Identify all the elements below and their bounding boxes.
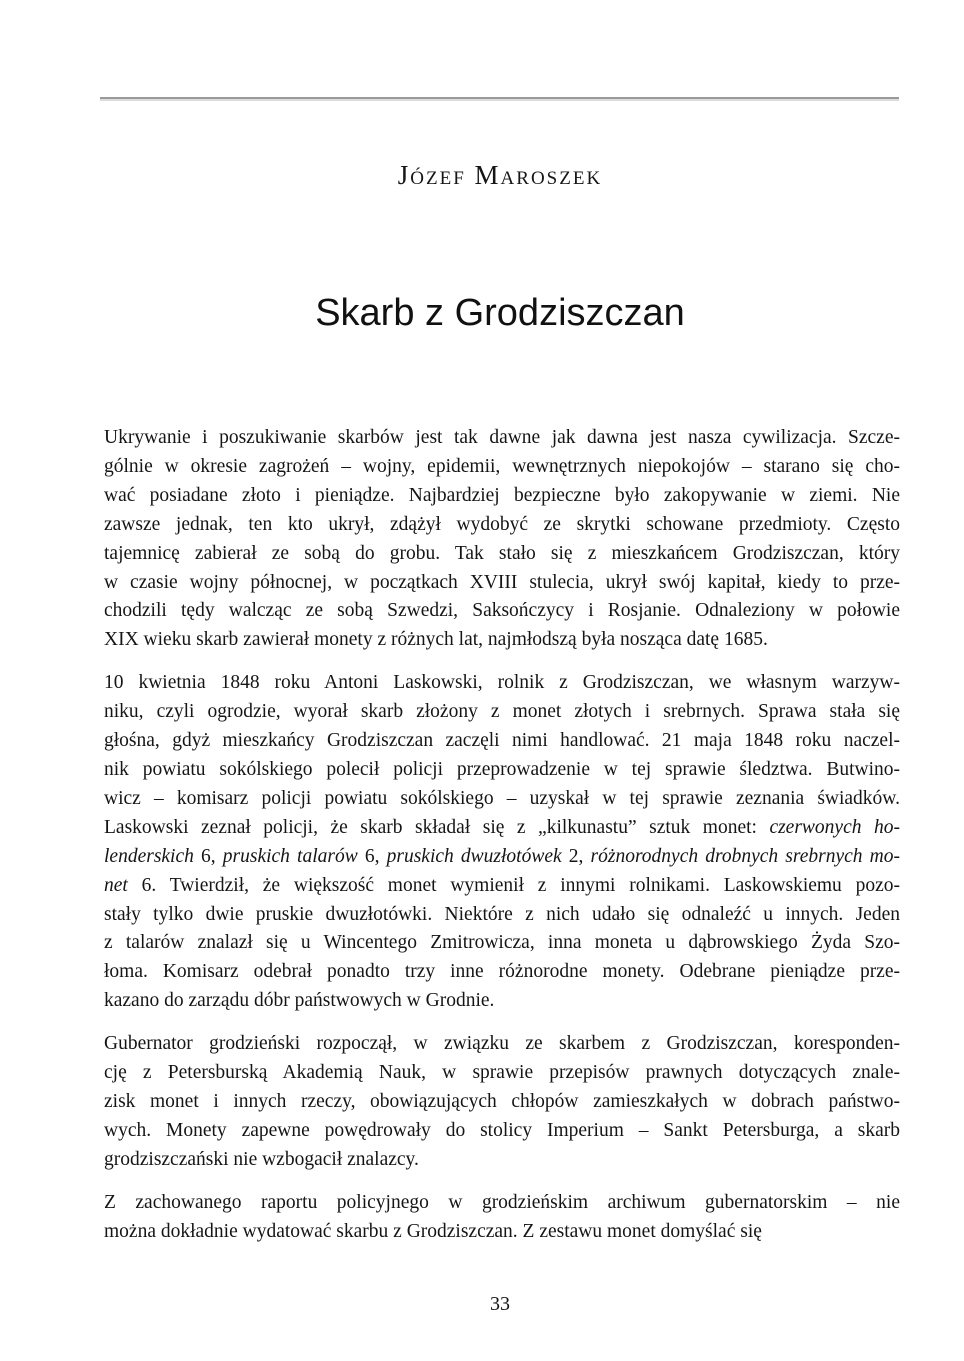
- text-line: [104, 1146, 900, 1175]
- text-run: gólnie w okresie zagrożeń – wojny, epidemii, wewnętrznych niepokojów – starano się cho-: [104, 455, 900, 477]
- text-run: tajemnicę zabierał ze sobą do grobu. Tak stało się z mieszkańcem Grodziszczan, który: [104, 542, 900, 564]
- italic-text-run: różnorodnych drobnych srebrnych mo-: [590, 845, 900, 867]
- text-line: [104, 756, 900, 785]
- text-run: cję z Petersburską Akademią Nauk, w sprawie przepisów prawnych dotyczących znale-: [104, 1062, 900, 1084]
- text-line: [104, 1218, 900, 1247]
- paragraph: [104, 1189, 900, 1247]
- text-line: [104, 597, 900, 626]
- text-line: [104, 843, 900, 872]
- text-run: Laskowski zeznał policji, że skarb składał się z „kilkunastu” sztuk monet:: [104, 816, 770, 838]
- text-line: [104, 1117, 900, 1146]
- paragraph: [104, 669, 900, 1016]
- text-line: [104, 626, 900, 655]
- italic-text-run: net: [104, 874, 128, 896]
- author-name: Józef Maroszek: [397, 160, 603, 190]
- paragraph: [104, 1030, 900, 1175]
- text-line: [104, 698, 900, 727]
- text-line: [104, 814, 900, 843]
- text-line: [104, 727, 900, 756]
- page-number: 33: [490, 1293, 510, 1315]
- text-run: chodzili tędy walcząc ze sobą Szwedzi, Saksończycy i Rosjanie. Odnaleziony w połowie: [104, 600, 900, 622]
- text-run: z talarów znalazł się u Wincentego Zmitrowicza, inna moneta u dąbrowskiego Żyda Szo-: [104, 932, 900, 954]
- text-run: 2,: [561, 845, 591, 867]
- text-line: [104, 958, 900, 987]
- text-run: Ukrywanie i poszukiwanie skarbów jest tak dawne jak dawna jest nasza cywilizacja. Szcze-: [104, 427, 900, 448]
- text-line: [104, 424, 900, 453]
- header-rule: [100, 97, 899, 99]
- text-line: [104, 1088, 900, 1117]
- text-run: wych. Monety zapewne powędrowały do stolicy Imperium – Sankt Petersburga, a skarb: [104, 1119, 900, 1141]
- text-line: [104, 482, 900, 511]
- italic-text-run: pruskich talarów: [222, 845, 358, 867]
- text-line: [104, 987, 900, 1016]
- text-run: w czasie wojny północnej, w początkach XVIII stulecia, ukrył swój kapitał, kiedy to prze-: [104, 571, 900, 593]
- text-line: [104, 669, 900, 698]
- text-line: [104, 540, 900, 569]
- text-run: 6,: [357, 845, 387, 867]
- paragraph: [104, 424, 900, 655]
- article-title: Skarb z Grodziszczan: [315, 292, 685, 334]
- text-run: zawsze jednak, ten kto ukrył, zdążył wydobyć ze skrytki schowane przedmioty. Często: [104, 513, 900, 535]
- text-line: [104, 453, 900, 482]
- text-run: łoma. Komisarz odebrał ponadto trzy inne różnorodne monety. Odebrane pieniądze prze-: [104, 961, 900, 983]
- text-line: [104, 511, 900, 540]
- text-run: XIX wieku skarb zawierał monety z różnych lat, najmłodszą była nosząca datę 1685.: [104, 629, 768, 651]
- text-run: grodziszczański nie wzbogacił znalazcy.: [104, 1148, 419, 1170]
- italic-text-run: czerwonych ho-: [769, 816, 900, 838]
- text-run: można dokładnie wydatować skarbu z Grodziszczan. Z zestawu monet domyślać się: [104, 1220, 762, 1242]
- text-run: niku, czyli ogrodzie, wyorał skarb złożony z monet złotych i srebrnych. Sprawa stała się: [104, 701, 900, 723]
- italic-text-run: pruskich dwuzłotówek: [386, 845, 562, 867]
- text-line: [104, 929, 900, 958]
- text-run: Z zachowanego raportu policyjnego w grodzieńskim archiwum gubernatorskim – nie: [104, 1191, 900, 1213]
- text-run: Gubernator grodzieński rozpoczął, w związku ze skarbem z Grodziszczan, koresponden-: [104, 1033, 900, 1055]
- text-line: [104, 1030, 900, 1059]
- text-run: stały tylko dwie pruskie dwuzłotówki. Niektóre z nich udało się odnaleźć u innych. Jeden: [104, 903, 900, 925]
- text-run: zisk monet i innych rzeczy, obowiązujących chłopów zamieszkałych w dobrach państwo-: [104, 1090, 900, 1112]
- text-line: [104, 569, 900, 598]
- text-run: 6,: [193, 845, 223, 867]
- text-line: [104, 901, 900, 930]
- italic-text-run: lenderskich: [104, 845, 194, 867]
- text-line: [104, 872, 900, 901]
- body-text: [104, 424, 900, 1260]
- text-run: wicz – komisarz policji powiatu sokólskiego – uzyskał w tej sprawie zeznania świadków.: [104, 787, 900, 809]
- text-run: głośna, gdyż mieszkańcy Grodziszczan zaczęli nimi handlować. 21 maja 1848 roku naczel-: [104, 730, 900, 752]
- text-run: kazano do zarządu dóbr państwowych w Grodnie.: [104, 990, 495, 1012]
- text-line: [104, 1189, 900, 1218]
- text-line: [104, 785, 900, 814]
- text-line: [104, 1059, 900, 1088]
- text-run: wać posiadane złoto i pieniądze. Najbardziej bezpieczne było zakopywanie w ziemi. Nie: [104, 484, 900, 506]
- text-run: nik powiatu sokólskiego polecił policji przeprowadzenie w tej sprawie śledztwa. Butwino-: [104, 758, 900, 780]
- text-run: 10 kwietnia 1848 roku Antoni Laskowski, rolnik z Grodziszczan, we własnym warzyw-: [104, 672, 900, 694]
- text-run: 6. Twierdził, że większość monet wymienił z innymi rolnikami. Laskowskiemu pozo-: [127, 874, 900, 896]
